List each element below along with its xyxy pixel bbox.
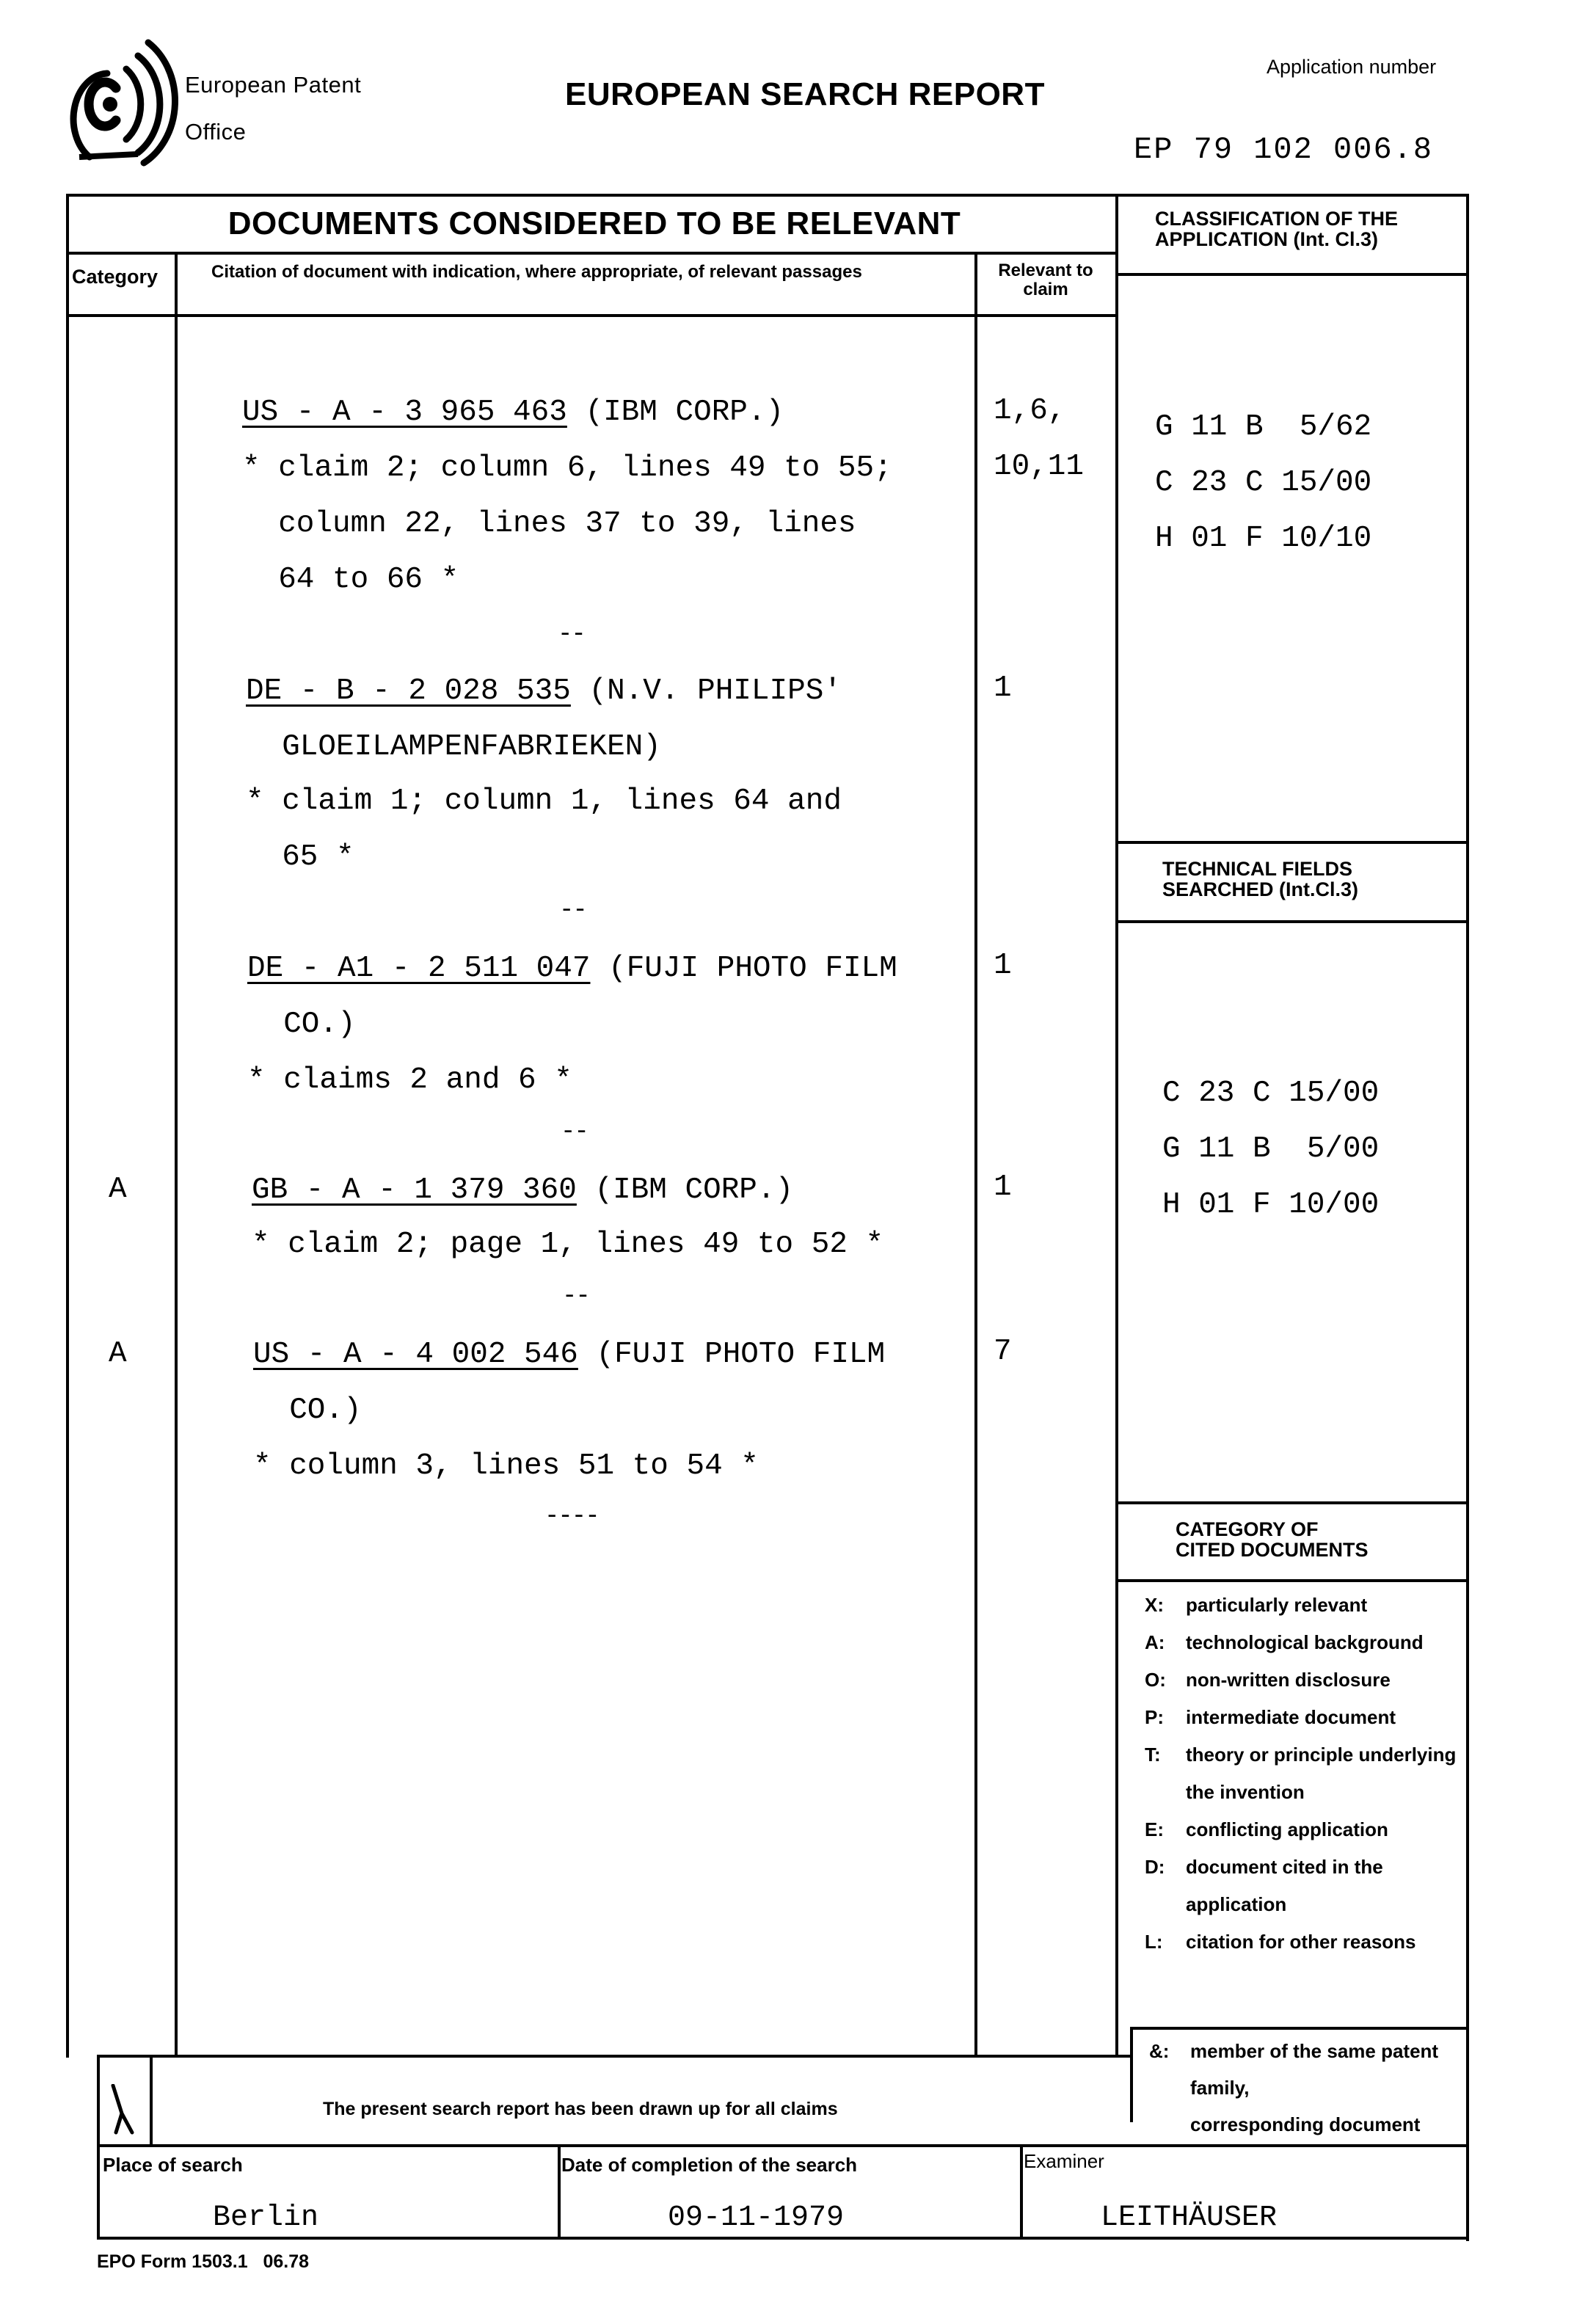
applicant: (N.V. PHILIPS': [570, 674, 842, 708]
legend-key: X:: [1145, 1594, 1164, 1616]
legend-key: A:: [1145, 1631, 1165, 1653]
legend-key: T:: [1145, 1744, 1161, 1766]
relevant-claims-line: 1,6,: [994, 394, 1066, 428]
all-claims-mark-divider: [150, 2055, 153, 2146]
classification-code: G 11 B 5/62: [1155, 410, 1372, 444]
citation-passage: column 22, lines 37 to 39, lines: [242, 507, 856, 541]
classification-code: C 23 C 15/00: [1155, 466, 1372, 500]
separator: ----: [544, 1503, 599, 1531]
documents-title: DOCUMENTS CONSIDERED TO BE RELEVANT: [227, 205, 961, 241]
legend-item: [1145, 1587, 1456, 1624]
relevant-claims: 1: [994, 949, 1012, 983]
checkmark-x-icon: [109, 2084, 138, 2135]
relevant-claims: [994, 383, 1084, 495]
application-number: EP 79 102 006.8: [1134, 132, 1434, 167]
citation-passage: * claim 1; column 1, lines 64 and: [246, 784, 842, 818]
docs-title-divider: [66, 252, 1117, 255]
tech-fields-header-divider: [1115, 920, 1469, 923]
separator: --: [562, 1283, 589, 1311]
legend-item: [1145, 1736, 1456, 1774]
legend-item: [1145, 1811, 1456, 1848]
legend-item: [1145, 1624, 1456, 1661]
main-right-border: [1115, 194, 1118, 2058]
application-number-label: Application number: [1267, 56, 1437, 78]
legend-text: conflicting application: [1186, 1818, 1388, 1840]
category-code: A: [109, 1173, 127, 1206]
applicant: (IBM CORP.): [566, 396, 784, 429]
org-name-line2: Office: [185, 119, 247, 145]
technical-fields-title-line1: TECHNICAL FIELDS: [1162, 858, 1353, 880]
technical-fields-title-line2: SEARCHED (Int.Cl.3): [1162, 878, 1359, 900]
family-legend: [1149, 2033, 1438, 2143]
separator: --: [558, 621, 585, 649]
category-code: A: [109, 1337, 127, 1371]
legend-item: [1145, 1923, 1456, 1961]
legend-text-continued: corresponding document: [1190, 2113, 1421, 2135]
legend-text: non-written disclosure: [1186, 1669, 1391, 1691]
relevant-claims: 1: [994, 671, 1012, 705]
citation-heading: [247, 951, 897, 986]
separator: --: [561, 1118, 588, 1146]
legend-key: D:: [1145, 1856, 1165, 1878]
document-number: DE - B - 2 028 535: [246, 674, 571, 708]
column-header-citation: Citation of document with indication, where appropriate, of relevant passages: [211, 262, 862, 282]
legend-key: O:: [1145, 1669, 1166, 1691]
category-legend-title: [1176, 1519, 1369, 1560]
classification-title-line2: APPLICATION (Int. Cl.3): [1155, 228, 1378, 250]
category-header-divider: [1115, 1579, 1469, 1582]
category-legend-title-line1: CATEGORY OF: [1176, 1518, 1319, 1540]
citation-heading: [252, 1173, 793, 1208]
citation-passage: * claim 2; page 1, lines 49 to 52 *: [252, 1228, 884, 1261]
document-number: US - A - 3 965 463: [242, 396, 567, 429]
legend-text: citation for other reasons: [1186, 1931, 1416, 1953]
date-of-completion: 09-11-1979: [668, 2201, 845, 2234]
date-of-completion-label: Date of completion of the search: [561, 2154, 858, 2176]
technical-field-code: H 01 F 10/00: [1162, 1188, 1380, 1222]
legend-text: theory or principle underlying: [1186, 1744, 1457, 1766]
signature-row-bottom: [97, 2237, 1469, 2240]
legend-text-continued: family,: [1190, 2077, 1250, 2099]
org-name: [185, 62, 361, 156]
family-top-divider: [1130, 2027, 1469, 2030]
examiner-name: LEITHÄUSER: [1101, 2201, 1278, 2234]
citation-passage: * claim 2; column 6, lines 49 to 55;: [242, 451, 892, 485]
table-left-border: [66, 194, 69, 2058]
technical-field-code: C 23 C 15/00: [1162, 1077, 1380, 1110]
place-of-search: Berlin: [213, 2201, 319, 2234]
table-top-border: [66, 194, 1469, 197]
legend-key: P:: [1145, 1706, 1164, 1728]
tech-fields-top-divider: [1115, 841, 1469, 844]
legend-item: [1149, 2033, 1438, 2069]
signature-row-top: [97, 2144, 1469, 2147]
legend-key: &:: [1149, 2040, 1170, 2062]
technical-fields-title: [1162, 859, 1358, 900]
family-left-border: [1130, 2027, 1133, 2122]
legend-key: E:: [1145, 1818, 1164, 1840]
relevant-col-divider: [974, 252, 977, 2057]
report-title: EUROPEAN SEARCH REPORT: [565, 76, 1045, 112]
panel-right-border: [1466, 194, 1469, 2241]
document-number: GB - A - 1 379 360: [252, 1173, 577, 1207]
citation-passage: * column 3, lines 51 to 54 *: [253, 1449, 759, 1483]
column-header-category: Category: [72, 266, 158, 288]
legend-item: [1145, 1661, 1456, 1699]
separator: --: [559, 897, 586, 925]
legend-text: document cited in the: [1186, 1856, 1383, 1878]
all-claims-top-divider: [97, 2055, 1133, 2058]
category-col-divider: [175, 252, 178, 2057]
citation-heading: [242, 395, 784, 430]
citation-passage: 64 to 66 *: [242, 563, 459, 597]
legend-item: [1145, 1699, 1456, 1736]
category-legend-list: [1145, 1587, 1456, 1961]
document-number: DE - A1 - 2 511 047: [247, 952, 591, 986]
citation-heading: [253, 1337, 885, 1372]
header-row-divider: [66, 314, 1117, 317]
document-number: US - A - 4 002 546: [253, 1338, 578, 1372]
org-name-line1: European Patent: [185, 72, 362, 98]
all-claims-statement: The present search report has been drawn up for all claims: [323, 2099, 838, 2119]
citation-passage: CO.): [253, 1394, 362, 1427]
citation-passage: 65 *: [246, 840, 354, 874]
examiner-label: Examiner: [1024, 2150, 1104, 2172]
applicant: (IBM CORP.): [576, 1173, 794, 1207]
epo-logo-icon: [65, 31, 189, 170]
legend-key: L:: [1145, 1931, 1163, 1953]
classification-title-line1: CLASSIFICATION OF THE: [1155, 208, 1398, 230]
legend-text: intermediate document: [1186, 1706, 1396, 1728]
citation-passage: CO.): [247, 1008, 356, 1041]
citation-passage: GLOEILAMPENFABRIEKEN): [246, 730, 661, 764]
applicant: (FUJI PHOTO FILM: [590, 952, 897, 986]
legend-text-continued: application: [1186, 1893, 1287, 1915]
relevant-claims-line: 10,11: [994, 450, 1085, 484]
date-examiner-divider: [1020, 2144, 1023, 2238]
category-legend-title-line2: CITED DOCUMENTS: [1176, 1539, 1369, 1561]
column-header-relevant: Relevant to claim: [998, 261, 1093, 299]
form-identifier: EPO Form 1503.1 06.78: [97, 2251, 310, 2272]
legend-text-continued: the invention: [1186, 1781, 1305, 1803]
legend-text: member of the same patent: [1190, 2040, 1439, 2062]
relevant-claims: 1: [994, 1170, 1012, 1204]
place-date-divider: [558, 2144, 561, 2238]
relevant-claims: 7: [994, 1335, 1012, 1369]
citation-passage: * claims 2 and 6 *: [247, 1063, 572, 1097]
place-of-search-label: Place of search: [103, 2154, 243, 2176]
applicant: (FUJI PHOTO FILM: [577, 1338, 886, 1372]
classification-code: H 01 F 10/10: [1155, 522, 1372, 556]
classification-title: [1155, 208, 1398, 249]
legend-text: particularly relevant: [1186, 1594, 1368, 1616]
classification-header-divider: [1115, 273, 1469, 276]
legend-text: technological background: [1186, 1631, 1424, 1653]
technical-field-code: G 11 B 5/00: [1162, 1132, 1380, 1166]
legend-item: [1145, 1848, 1456, 1886]
citation-heading: [246, 674, 842, 709]
category-top-divider: [1115, 1501, 1469, 1504]
